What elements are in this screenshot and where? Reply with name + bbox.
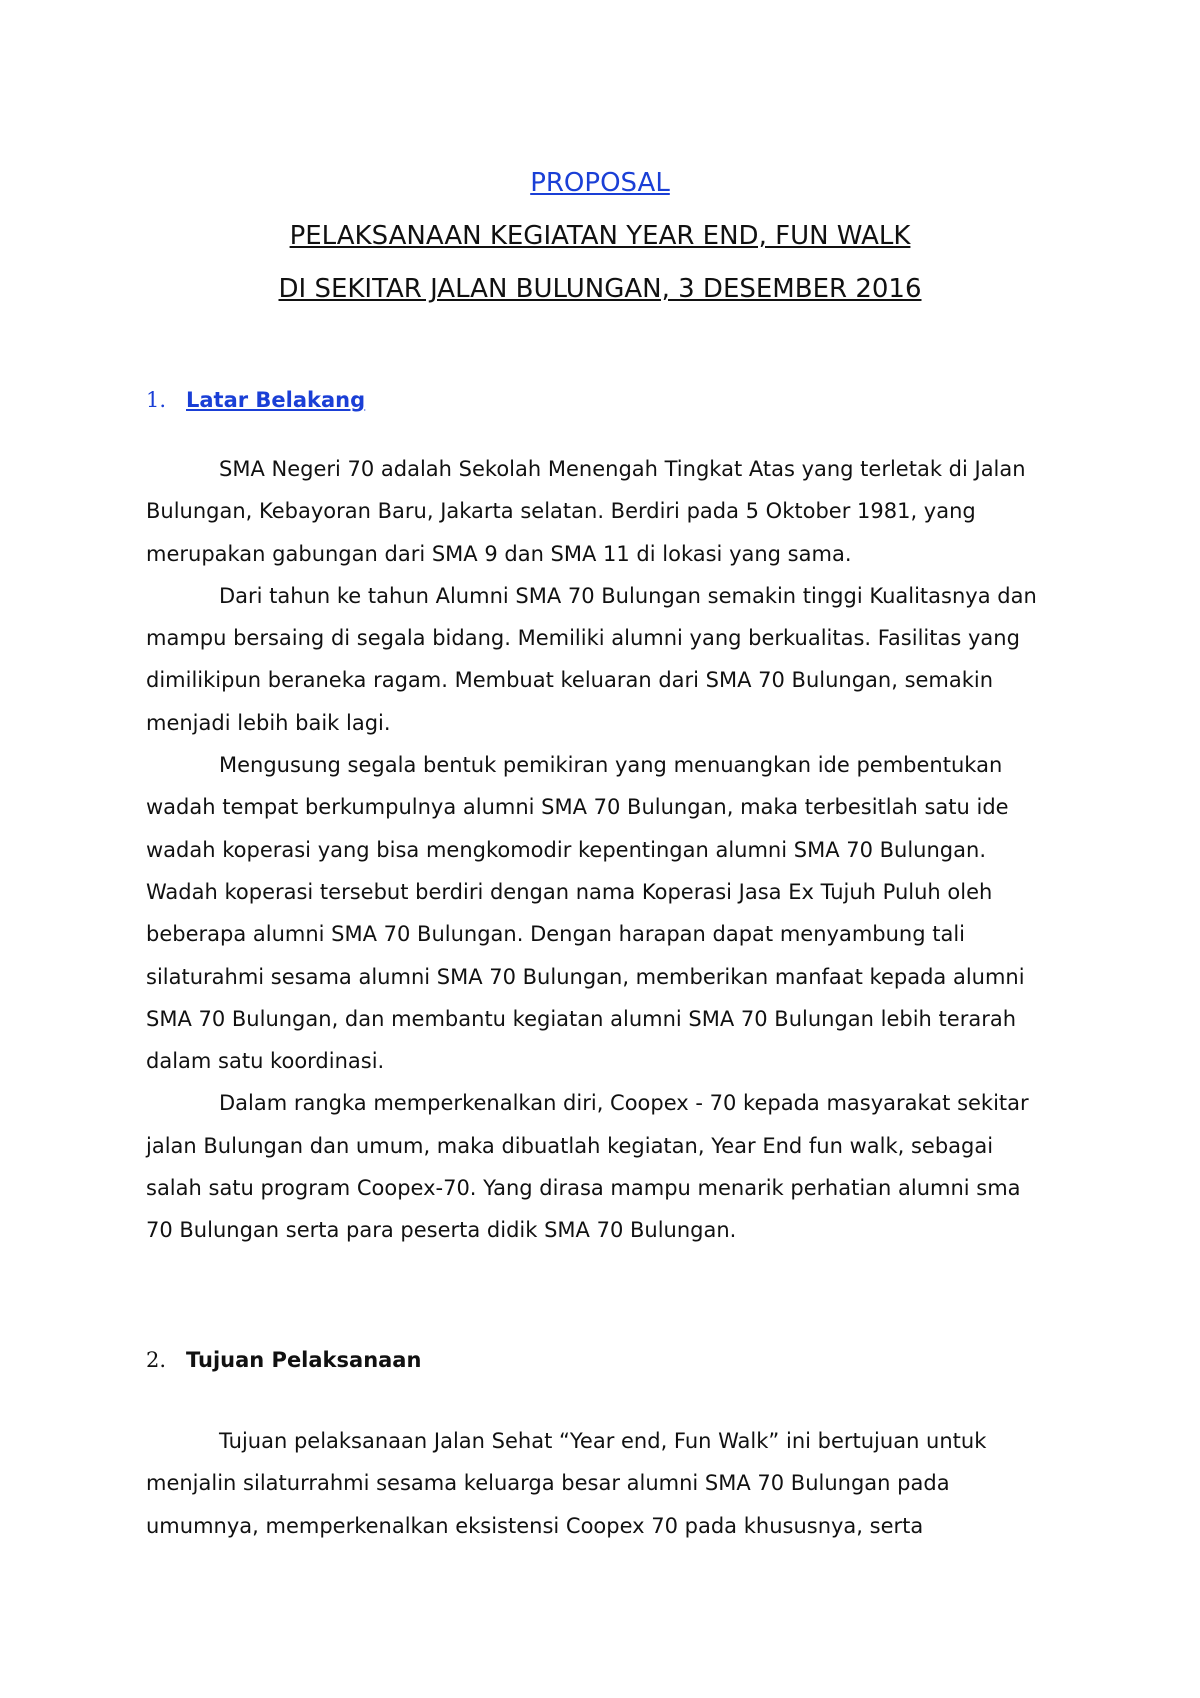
paragraph: Tujuan pelaksanaan Jalan Sehat “Year end, Fun Walk” ini bertujuan untuk menjalin silaturrahmi sesama keluarga besar alumni SMA 70 Bulungan pada umumnya, memperkenalkan eksistensi Coopex 70 pada khususnya, serta: [146, 1429, 987, 1538]
paragraph: Mengusung segala bentuk pemikiran yang menuangkan ide pembentukan wadah tempat berkumpulnya alumni SMA 70 Bulungan, maka terbesitlah satu ide wadah koperasi yang bisa mengkomodir kepentingan alumni SMA 70 Bulungan. Wadah koperasi tersebut berdiri dengan nama Koperasi Jasa Ex Tujuh Puluh oleh beberapa alumni SMA 70 Bulungan. Dengan harapan dapat menyambung tali silaturahmi sesama alumni SMA 70 Bulungan, memberikan manfaat kepada alumni SMA 70 Bulungan, dan membantu kegiatan alumni SMA 70 Bulungan lebih terarah dalam satu koordinasi.: [146, 753, 1025, 1074]
proposal-title: PROPOSAL: [530, 168, 670, 198]
section-number: 1.: [146, 388, 167, 412]
proposal-location-date: DI SEKITAR JALAN BULUNGAN, 3 DESEMBER 2016: [278, 274, 922, 304]
paragraph: Dalam rangka memperkenalkan diri, Coopex - 70 kepada masyarakat sekitar jalan Bulungan dan umum, maka dibuatlah kegiatan, Year End fun walk, sebagai salah satu program Coopex-70. Yang dirasa mampu menarik perhatian alumni sma 70 Bulungan serta para peserta didik SMA 70 Bulungan.: [146, 1091, 1029, 1243]
section-body-latar-belakang: [146, 448, 1066, 1252]
section-title: Tujuan Pelaksanaan: [186, 1348, 422, 1372]
paragraph: Dari tahun ke tahun Alumni SMA 70 Bulungan semakin tinggi Kualitasnya dan mampu bersaing di segala bidang. Memiliki alumni yang berkualitas. Fasilitas yang dimilikipun beraneka ragam. Membuat keluaran dari SMA 70 Bulungan, semakin menjadi lebih baik lagi.: [146, 583, 1037, 735]
paragraph: SMA Negeri 70 adalah Sekolah Menengah Tingkat Atas yang terletak di Jalan Bulungan, Kebayoran Baru, Jakarta selatan. Berdiri pada 5 Oktober 1981, yang merupakan gabungan dari SMA 9 dan SMA 11 di lokasi yang sama.: [146, 457, 1026, 566]
section-title: Latar Belakang: [186, 388, 366, 412]
proposal-subtitle: PELAKSANAAN KEGIATAN YEAR END, FUN WALK: [289, 221, 911, 251]
section-number: 2.: [146, 1348, 167, 1372]
section-heading-latar-belakang: [146, 387, 365, 413]
section-heading-tujuan-pelaksanaan: [146, 1347, 421, 1373]
section-body-tujuan-pelaksanaan: [146, 1420, 1066, 1547]
title-block: [0, 168, 1200, 327]
